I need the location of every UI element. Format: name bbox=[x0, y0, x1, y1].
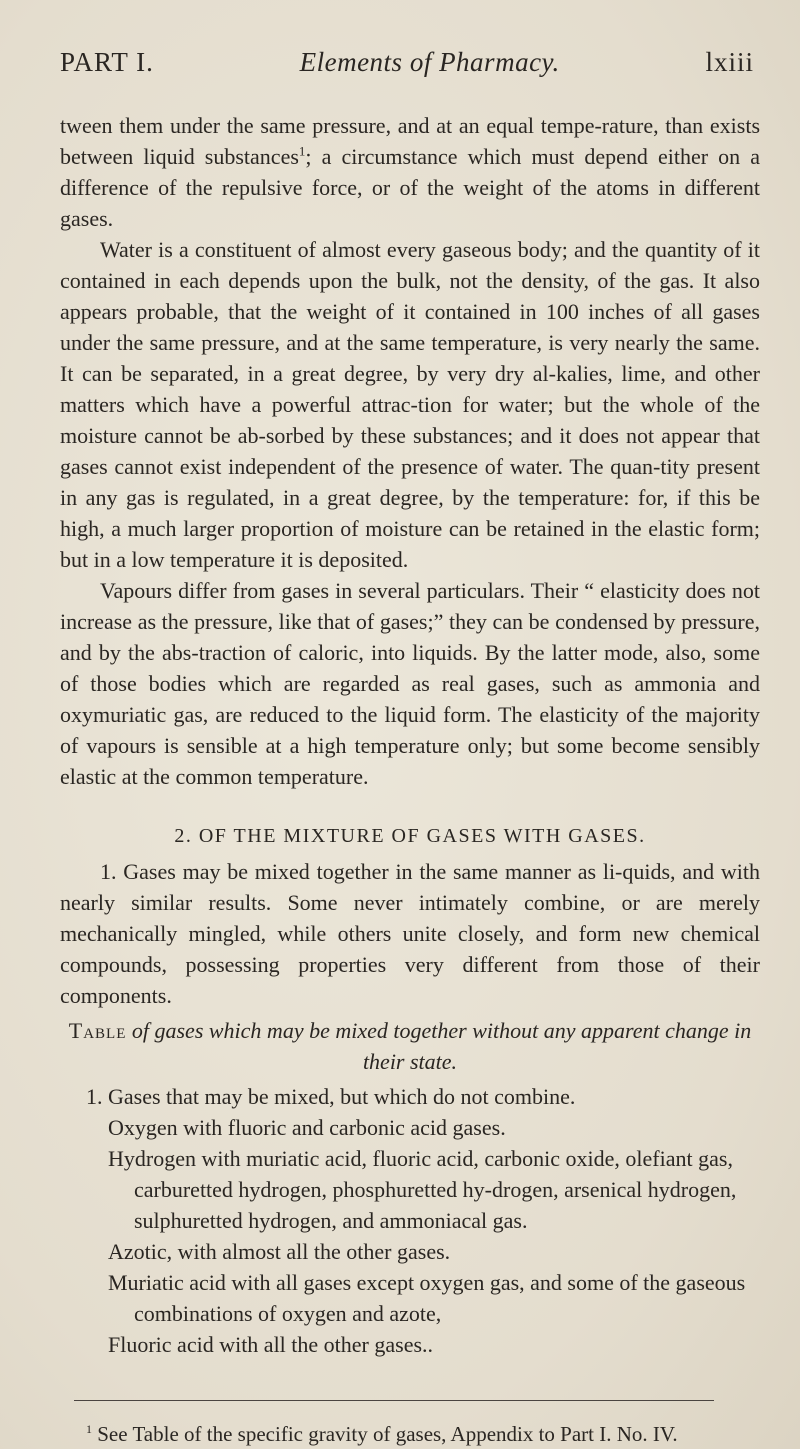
table-title-lead: Table bbox=[68, 1018, 127, 1043]
footnote-text: See Table of the specific gravity of gases, Appendix to Part I. No. IV. bbox=[97, 1422, 678, 1446]
running-header bbox=[60, 44, 760, 80]
footnote bbox=[86, 1419, 760, 1449]
list-item: Hydrogen with muriatic acid, fluoric acid, carbonic oxide, olefiant gas, carburetted hydrogen, phosphuretted hy-drogen, arsenical hydrogen, sulphuretted hydrogen, and ammoniacal gas. bbox=[108, 1146, 737, 1233]
list-item: Oxygen with fluoric and carbonic acid gases. bbox=[108, 1115, 506, 1140]
paragraph-continuation bbox=[60, 110, 760, 234]
list-item: Fluoric acid with all the other gases.. bbox=[108, 1332, 434, 1357]
paragraph-water: Water is a constituent of almost every gaseous body; and the quantity of it contained in each depends upon the bulk, not the density, of the gas. It also appears probable, that the weight of it contained in 100 inches of all gases under the same pressure, and at the same temperature, is very nearly the same. It can be separated, in a great degree, by very dry al-kalies, lime, and other matters which have a powerful attrac-tion for water; but the whole of the moisture cannot be ab-sorbed by these substances; and it does not appear that gases cannot exist independent of the presence of water. The quan-tity present in any gas is regulated, in a great degree, by the temperature: for, if this be high, a much larger proportion of moisture can be retained in the elastic form; but in a low temperature it is deposited. bbox=[60, 237, 760, 572]
list-item: Muriatic acid with all gases except oxygen gas, and some of the gaseous combinations of oxygen and azote, bbox=[108, 1270, 746, 1326]
footnote-divider bbox=[74, 1400, 714, 1401]
footnote-reference[interactable]: 1 bbox=[298, 143, 306, 159]
section-heading: 2. OF THE MIXTURE OF GASES WITH GASES. bbox=[174, 825, 646, 847]
table-title bbox=[60, 1015, 760, 1077]
list-item: Azotic, with almost all the other gases. bbox=[108, 1239, 451, 1264]
footnote-marker: 1 bbox=[86, 1422, 92, 1436]
page-number: lxiii bbox=[705, 47, 754, 77]
part-label: PART I. bbox=[60, 47, 154, 77]
running-title: Elements of Pharmacy. bbox=[299, 47, 560, 77]
paragraph-text: tween them under the same pressure, and at an equal tempe-rature, than exists between liquid substances bbox=[60, 113, 760, 169]
list-heading: 1. Gases that may be mixed, but which do not combine. bbox=[86, 1084, 576, 1109]
section-paragraph: 1. Gases may be mixed together in the same manner as li-quids, and with nearly similar results. Some never intimately combine, or are merely mechanically mingled, while others unite closely, and form new chemical compounds, possessing properties very different from those of their components. bbox=[60, 859, 760, 1008]
table-title-rest: of gases which may be mixed together without any apparent change in their state. bbox=[131, 1018, 752, 1074]
paragraph-text-after: ; a circumstance which must depend either on a difference of the repulsive force, or of the weight of the atoms in different gases. bbox=[60, 144, 760, 231]
paragraph-vapours: Vapours differ from gases in several particulars. Their “ elasticity does not increase as the pressure, like that of gases;” they can be condensed by pressure, and by the abs-traction of caloric, into liquids. By the latter mode, also, some of those bodies which are regarded as real gases, such as ammonia and oxymuriatic gas, are reduced to the liquid form. The elasticity of the majority of vapours is sensible at a high temperature only; but some become sensibly elastic at the common temperature. bbox=[60, 578, 760, 789]
